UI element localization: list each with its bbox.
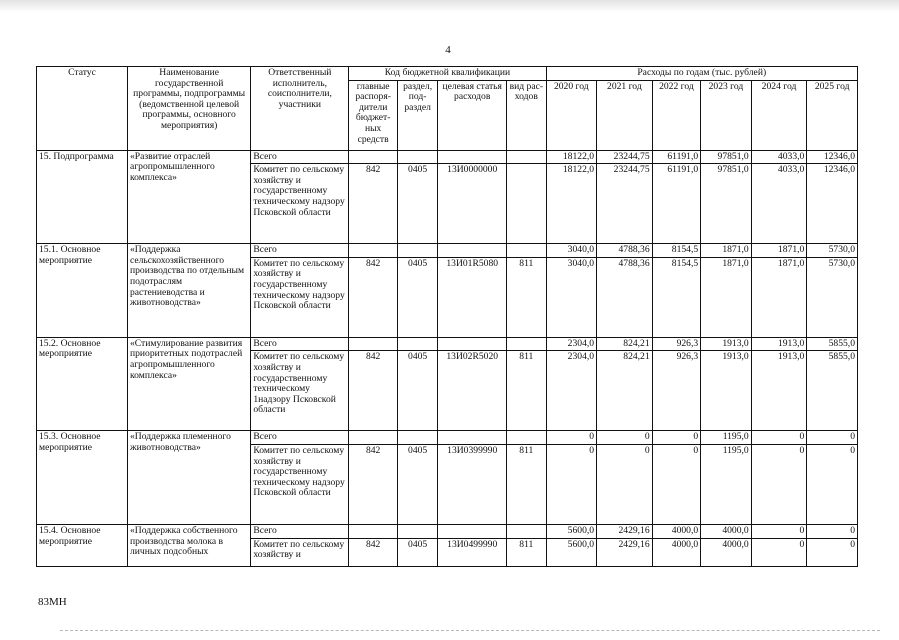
header-status: Статус (37, 67, 128, 151)
row-value: 2429,16 (597, 538, 653, 566)
row-vr: 811 (507, 257, 546, 337)
header-year-2025: 2025 год (807, 80, 858, 150)
row-value: 2304,0 (546, 351, 597, 431)
row-total-value: 12346,0 (807, 150, 858, 164)
row-value: 5600,0 (546, 538, 597, 566)
row-value: 0 (807, 538, 858, 566)
row-value: 4033,0 (751, 164, 807, 244)
row-vr: 811 (507, 538, 546, 566)
table-row (37, 524, 858, 538)
row-total-value: 0 (807, 431, 858, 445)
row-value: 0 (546, 444, 597, 524)
page-number: 4 (445, 44, 451, 56)
row-grbs: 842 (349, 351, 398, 431)
row-total-value: 0 (751, 524, 807, 538)
row-grbs: 842 (349, 164, 398, 244)
row-section: 0405 (397, 444, 437, 524)
row-total-value: 1871,0 (701, 244, 752, 258)
row-value: 4000,0 (701, 538, 752, 566)
row-total-value: 824,21 (597, 337, 653, 351)
row-name: «Поддержка сельскохозяйственного производства по отдельным подотраслям растениеводства и животноводства» (127, 244, 250, 338)
header-target-article: целевая статья расходов (438, 80, 507, 150)
row-grbs: 842 (349, 444, 398, 524)
row-grbs: 842 (349, 538, 398, 566)
row-total-value: 4033,0 (751, 150, 807, 164)
row-responsible: Комитет по сельскому хозяйству и государственному техническому 1надзору Псковской области (251, 351, 349, 431)
row-value: 18122,0 (546, 164, 597, 244)
row-section: 0405 (397, 164, 437, 244)
row-article: 13И0000000 (438, 164, 507, 244)
table-row (37, 431, 858, 445)
row-total-value: 0 (807, 524, 858, 538)
row-value: 0 (597, 444, 653, 524)
row-total-value: 5730,0 (807, 244, 858, 258)
row-article: 13И0399990 (438, 444, 507, 524)
row-responsible: Комитет по сельскому хозяйству и (251, 538, 349, 566)
row-vr: 811 (507, 444, 546, 524)
row-value: 1913,0 (701, 351, 752, 431)
row-total-value: 5855,0 (807, 337, 858, 351)
row-status: 15.3. Основное мероприятие (37, 431, 128, 525)
row-value: 0 (652, 444, 701, 524)
row-grbs: 842 (349, 257, 398, 337)
row-total-value: 18122,0 (546, 150, 597, 164)
row-total-label: Всего (251, 524, 349, 538)
row-value: 1913,0 (751, 351, 807, 431)
row-total-value: 4000,0 (701, 524, 752, 538)
row-value: 5730,0 (807, 257, 858, 337)
table-row (37, 337, 858, 351)
row-total-value: 1913,0 (751, 337, 807, 351)
table-row (37, 244, 858, 258)
row-name: «Стимулирование развития приоритетных подотраслей агропромышленного комплекса» (127, 337, 250, 431)
row-name: «Поддержка племенного животноводства» (127, 431, 250, 525)
row-value: 824,21 (597, 351, 653, 431)
header-expense-type: вид рас-ходов (507, 80, 546, 150)
row-value: 4000,0 (652, 538, 701, 566)
row-total-label: Всего (251, 150, 349, 164)
row-total-value: 97851,0 (701, 150, 752, 164)
row-total-value: 3040,0 (546, 244, 597, 258)
row-total-value: 1871,0 (751, 244, 807, 258)
row-value: 97851,0 (701, 164, 752, 244)
row-name: «Поддержка собственного производства молока в личных подсобных (127, 524, 250, 566)
row-value: 1871,0 (751, 257, 807, 337)
row-section: 0405 (397, 257, 437, 337)
row-section: 0405 (397, 351, 437, 431)
row-total-value: 4788,36 (597, 244, 653, 258)
row-value: 3040,0 (546, 257, 597, 337)
row-value: 5855,0 (807, 351, 858, 431)
row-total-label: Всего (251, 244, 349, 258)
row-value: 8154,5 (652, 257, 701, 337)
table-row (37, 150, 858, 164)
row-total-value: 5600,0 (546, 524, 597, 538)
row-status: 15.1. Основное мероприятие (37, 244, 128, 338)
row-value: 1195,0 (701, 444, 752, 524)
budget-table (36, 66, 858, 567)
header-main-managers: главные распоря-дители бюджет-ных средств (349, 80, 398, 150)
row-value: 926,3 (652, 351, 701, 431)
header-year-2024: 2024 год (751, 80, 807, 150)
row-name: «Развитие отраслей агропромышленного комплекса» (127, 150, 250, 244)
row-value: 0 (751, 444, 807, 524)
header-row-1 (37, 67, 858, 81)
row-value: 0 (751, 538, 807, 566)
row-total-label: Всего (251, 337, 349, 351)
row-section: 0405 (397, 538, 437, 566)
row-total-value: 61191,0 (652, 150, 701, 164)
row-total-label: Всего (251, 431, 349, 445)
header-responsible: Ответственный исполнитель, соисполнители, участники (251, 67, 349, 151)
row-article: 13И0499990 (438, 538, 507, 566)
row-total-value: 926,3 (652, 337, 701, 351)
row-total-value: 1913,0 (701, 337, 752, 351)
row-total-value: 1195,0 (701, 431, 752, 445)
row-status: 15.2. Основное мероприятие (37, 337, 128, 431)
header-expenses: Расходы по годам (тыс. рублей) (546, 67, 857, 81)
header-section: раздел, под-раздел (397, 80, 437, 150)
row-total-value: 8154,5 (652, 244, 701, 258)
row-value: 4788,36 (597, 257, 653, 337)
row-total-value: 2304,0 (546, 337, 597, 351)
row-total-value: 2429,16 (597, 524, 653, 538)
row-responsible: Комитет по сельскому хозяйству и государственному техническому надзору Псковской области (251, 164, 349, 244)
header-year-2023: 2023 год (701, 80, 752, 150)
row-value: 61191,0 (652, 164, 701, 244)
row-responsible: Комитет по сельскому хозяйству и государственному техническому надзору Псковской области (251, 257, 349, 337)
row-total-value: 0 (751, 431, 807, 445)
row-value: 0 (807, 444, 858, 524)
row-status: 15. Подпрограмма (37, 150, 128, 244)
row-value: 12346,0 (807, 164, 858, 244)
row-vr: 811 (507, 351, 546, 431)
row-total-value: 4000,0 (652, 524, 701, 538)
row-total-value: 0 (652, 431, 701, 445)
row-article: 13И02R5020 (438, 351, 507, 431)
row-total-value: 0 (546, 431, 597, 445)
header-name: Наименование государственной программы, подпрограммы (ведомственной целевой программы, основного мероприятия) (127, 67, 250, 151)
row-value: 23244,75 (597, 164, 653, 244)
row-status: 15.4. Основное мероприятие (37, 524, 128, 566)
row-vr (507, 164, 546, 244)
row-total-value: 23244,75 (597, 150, 653, 164)
row-responsible: Комитет по сельскому хозяйству и государственному техническому надзору Псковской области (251, 444, 349, 524)
row-article: 13И01R5080 (438, 257, 507, 337)
header-year-2022: 2022 год (652, 80, 701, 150)
row-total-value: 0 (597, 431, 653, 445)
row-value: 1871,0 (701, 257, 752, 337)
header-year-2020: 2020 год (546, 80, 597, 150)
header-budget-code: Код бюджетной квалификации (349, 67, 546, 81)
scan-edge-bottom (60, 630, 880, 633)
footer-code: 83МН (38, 596, 67, 608)
header-year-2021: 2021 год (597, 80, 653, 150)
scan-shadow-top (0, 0, 899, 12)
